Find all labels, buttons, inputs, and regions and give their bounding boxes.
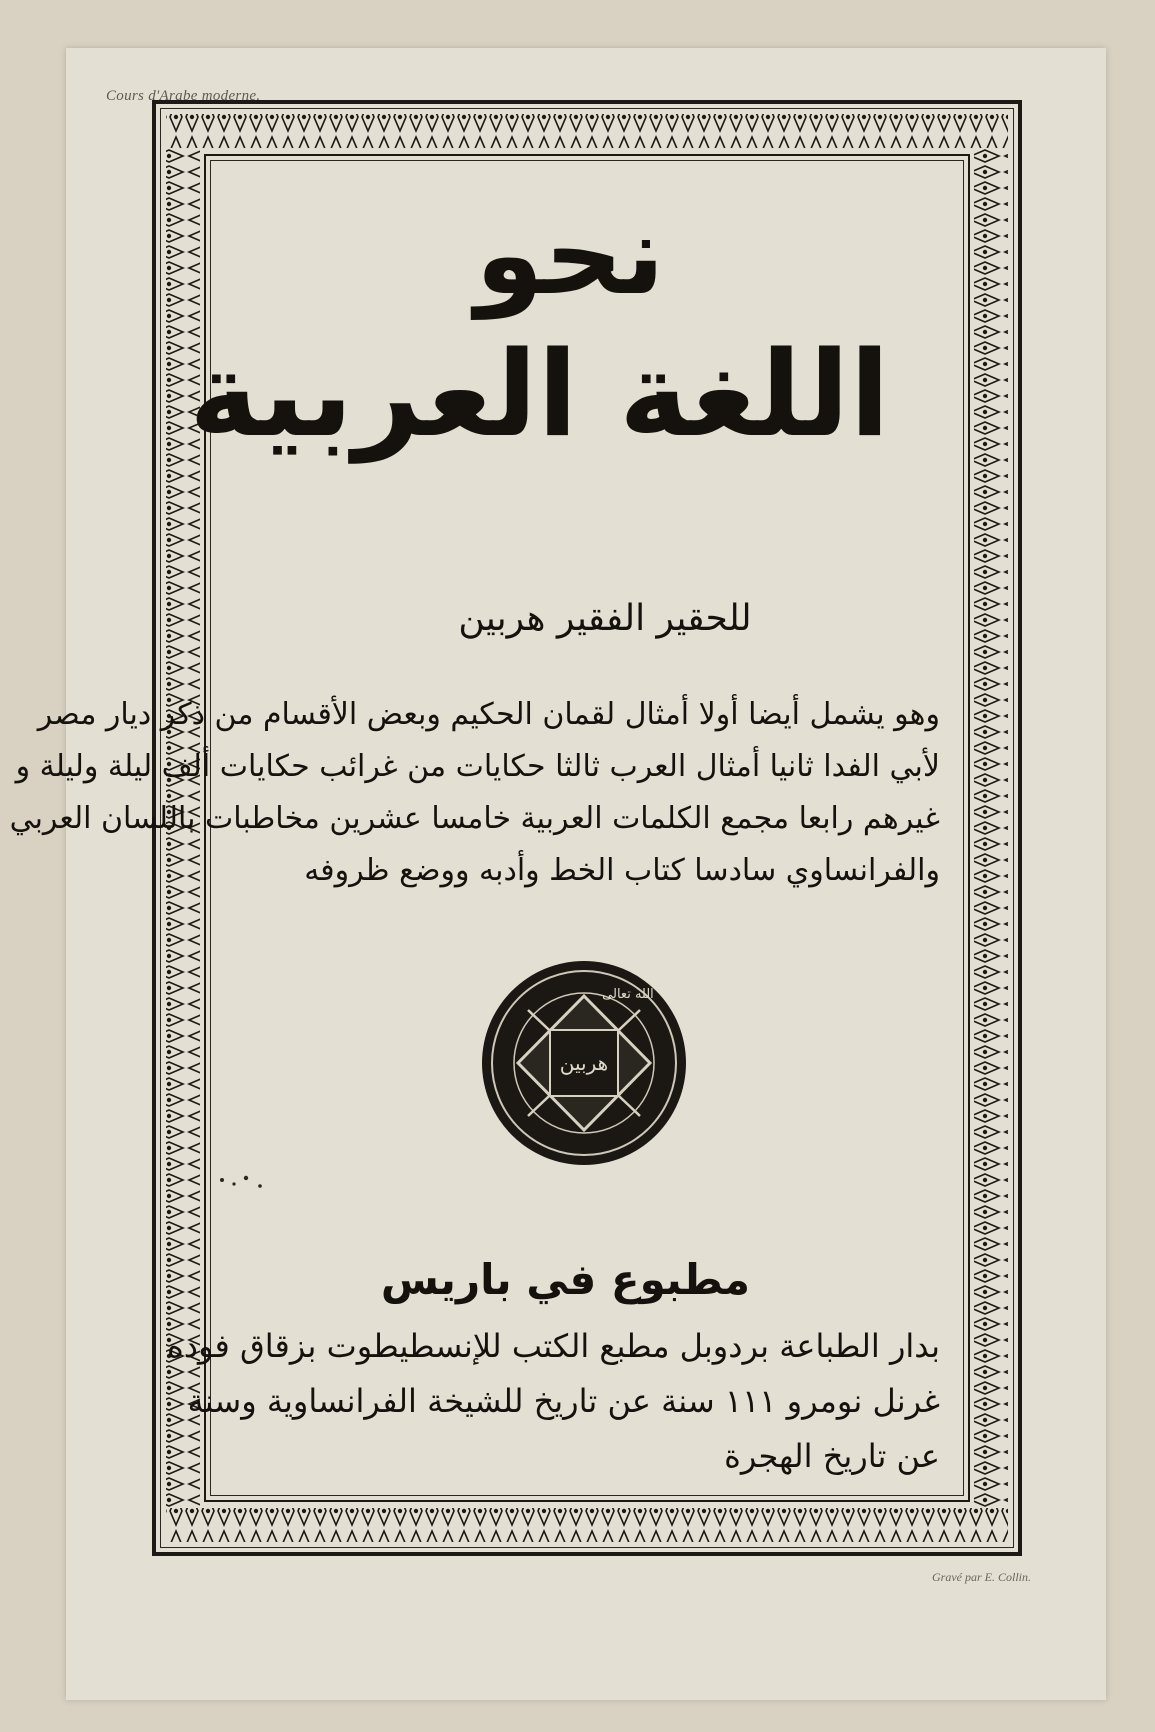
description-line-3: غيرهم رابعا مجمع الكلمات العربية خامسا عشرين مخاطبات باللسان العربي xyxy=(9,801,940,836)
title-word-nahw: نحو xyxy=(475,191,665,319)
seal-ring-text: الله تعالى xyxy=(602,987,654,1002)
seal-emblem xyxy=(478,958,690,1168)
imprint-line-1: بدار الطباعة بردوبل مطبع الكتب للإنسطيطوت بزقاق فوده xyxy=(166,1327,940,1365)
title-arabic-language: اللغة العربية xyxy=(189,325,890,463)
imprint-line-2: غرنل نومرو ١١١ سنة عن تاريخ للشيخة الفرانساوية وسنة xyxy=(187,1382,940,1420)
imprint-line-3: عن تاريخ الهجرة xyxy=(724,1437,940,1475)
description-line-2: لأبي الفدا ثانيا أمثال العرب ثالثا حكايات من غرائب حكايات ألف ليلة وليلة و xyxy=(15,749,940,784)
engraver-credit: Gravé par E. Collin. xyxy=(932,1570,1031,1584)
description-line-4: والفرانساوي سادسا كتاب الخط وأدبه ووضع ظروفه xyxy=(304,853,940,888)
printed-in-paris: مطبوع في باريس xyxy=(380,1255,750,1304)
ink-speckles xyxy=(216,1170,276,1200)
author-line: للحقير الفقير هربين xyxy=(458,598,752,639)
seal-center-text: هربين xyxy=(559,1051,609,1075)
description-line-1: وهو يشمل أيضا أولا أمثال لقمان الحكيم وبعض الأقسام من ذكر ديار مصر xyxy=(37,697,940,732)
header-note: Cours d'Arabe moderne. xyxy=(106,88,261,104)
